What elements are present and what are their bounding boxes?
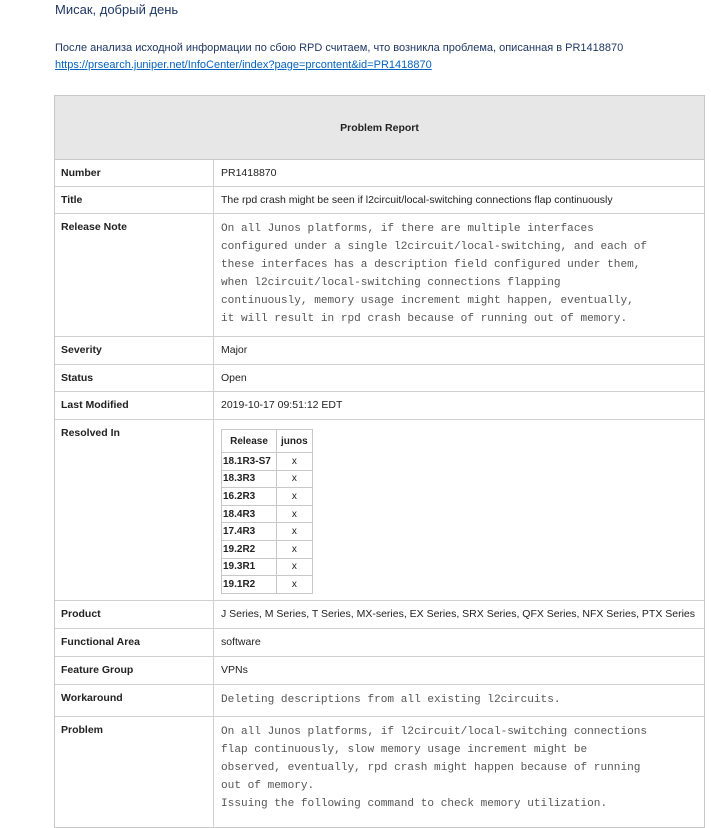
value-product: J Series, M Series, T Series, MX-series, EX Series, SRX Series, QFX Series, NFX Series, PTX Series [221,608,695,620]
release-note-line: it will result in rpd crash because of running out of memory. [221,313,628,326]
release-cell: 18.4R3 [222,505,277,523]
junos-cell: x [277,523,313,541]
release-note-line: when l2circuit/local-switching connections flapping [221,277,561,290]
email-greeting: Мисак, добрый день [55,2,179,17]
release-cell: 16.2R3 [222,488,277,506]
junos-cell: x [277,540,313,558]
problem-report-table [54,95,705,828]
row-resolved-in [55,420,704,601]
value-title: The rpd crash might be seen if l2circuit/local-switching connections flap continuously [221,194,613,206]
label-number: Number [55,160,214,186]
resolved-in-table [221,429,313,594]
value-release-note [214,214,704,336]
row-status [55,365,704,392]
value-status: Open [221,372,247,384]
intro-text: После анализа исходной информации по сбою RPD считаем, что возникла проблема, описанная в PR1418870 [55,42,624,54]
release-note-line: On all Junos platforms, if there are multiple interfaces [221,223,594,235]
table-row [222,576,313,594]
problem-line: On all Junos platforms, if l2circuit/local-switching connections [221,726,648,738]
table-row [222,453,313,471]
label-product: Product [55,601,214,628]
report-title: Problem Report [55,96,704,160]
release-cell: 17.4R3 [222,523,277,541]
value-severity: Major [221,344,248,356]
table-row [222,523,313,541]
label-workaround: Workaround [55,685,214,716]
release-cell: 18.1R3-S7 [222,453,277,471]
table-row [222,488,313,506]
label-problem: Problem [55,717,214,827]
junos-cell: x [277,470,313,488]
problem-line: Issuing the following command to check memory utilization. [221,798,608,811]
row-severity [55,337,704,365]
row-last-modified [55,392,704,420]
label-title: Title [55,187,214,213]
value-workaround [214,685,704,716]
row-title [55,187,704,214]
label-resolved-in: Resolved In [55,420,214,600]
column-header-junos: junos [277,430,313,453]
problem-line: observed, eventually, rpd crash might happen because of running [221,762,641,775]
label-feature-group: Feature Group [55,657,214,684]
release-cell: 19.2R2 [222,540,277,558]
row-workaround [55,685,704,717]
row-number [55,160,704,187]
row-feature-group [55,657,704,685]
release-cell: 19.1R2 [222,576,277,594]
junos-cell: x [277,488,313,506]
table-row [222,470,313,488]
label-last-modified: Last Modified [55,392,214,419]
junos-cell: x [277,576,313,594]
junos-cell: x [277,558,313,576]
junos-cell: x [277,505,313,523]
column-header-release: Release [222,430,277,453]
problem-line: out of memory. [221,780,315,793]
row-problem [55,717,704,827]
release-cell: 19.3R1 [222,558,277,576]
value-feature-group: VPNs [221,664,248,676]
value-problem [214,717,704,827]
value-last-modified: 2019-10-17 09:51:12 EDT [221,399,343,411]
pr-link[interactable]: https://prsearch.juniper.net/InfoCenter/index?page=prcontent&id=PR1418870 [55,59,432,71]
row-release-note [55,214,704,337]
release-note-line: configured under a single l2circuit/local-switching, and each of [221,241,648,254]
value-functional-area: software [221,636,261,648]
release-note-line: continuously, memory usage increment might happen, eventually, [221,295,634,308]
junos-cell: x [277,453,313,471]
table-row [222,558,313,576]
workaround-text: Deleting descriptions from all existing l2circuits. [221,694,561,706]
table-row [222,505,313,523]
value-number: PR1418870 [221,167,277,179]
problem-line: flap continuously, slow memory usage increment might be [221,744,588,757]
value-resolved-in [214,420,704,600]
label-severity: Severity [55,337,214,364]
row-product [55,601,704,629]
row-functional-area [55,629,704,657]
label-functional-area: Functional Area [55,629,214,656]
release-cell: 18.3R3 [222,470,277,488]
email-intro [55,40,623,74]
table-row [222,540,313,558]
label-release-note: Release Note [55,214,214,336]
release-note-line: these interfaces has a description field configured under them, [221,259,641,272]
label-status: Status [55,365,214,391]
